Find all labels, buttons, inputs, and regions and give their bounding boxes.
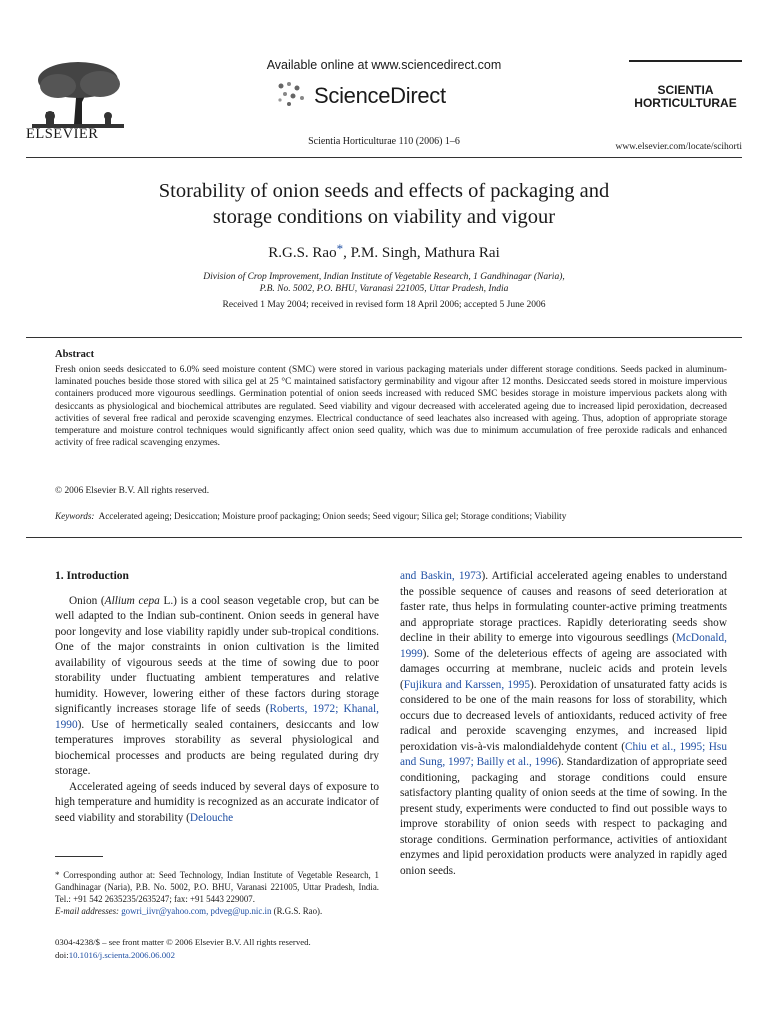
title-line2: storage conditions on viability and vigour <box>212 206 556 228</box>
email-links[interactable]: gowri_iivr@yahoo.com, pdveg@up.nic.in <box>121 906 272 916</box>
abstract-text: Fresh onion seeds desiccated to 6.0% seed moisture content (SMC) were stored in various packaging materials under different storage conditions. Seeds packed in aluminum-laminated pouches beside those stored with silica gel at 25 °C maintained satisfactory germinability and vigour after 12 months. Desiccated seeds stored in moisture impervious containers produced more vigourous seedlings. Germination potential of onion seeds increased with reduced SMC besides storage in moisture impervious packets along with desiccants as physiological and biochemical attributes are regulated. Seed viability and vigour decreased with accelerated ageing due to increased lipid peroxidation, decreased activities of several free radical and peroxide scavenging enzymes. Electrical conductance of seed leachates also increased with ageing. Thus, adoption of appropriate storage temperature and moisture control techniques would significantly affect onion seed quality, which was due to minimum accumulation of free peroxide radicals and enhanced activity of free radical scavenging enzymes. <box>55 365 727 449</box>
journal-url[interactable]: www.elsevier.com/locate/scihorti <box>615 142 742 152</box>
affiliation <box>0 271 768 295</box>
r-text-b: ). Some of the deleterious effects of ageing are associated with damages occurring at membrane, nucleic acids and protein levels ( <box>400 647 727 691</box>
journal-rule <box>629 60 742 62</box>
left-column <box>55 569 379 826</box>
front-matter <box>55 936 311 961</box>
footnote-text: * Corresponding author at: Seed Technology, Indian Institute of Vegetable Research, 1 Gandhinagar (Naria), P.B. No. 5002, P.O. BHU, Varanasi 221005, Uttar Pradesh, India. Tel.: +91 542 2635235/2635247; fax: +91 5443 229007. <box>55 870 379 904</box>
title-line1: Storability of onion seeds and effects of packaging and <box>158 180 610 202</box>
r-text-c: ). Peroxidation of unsaturated fatty acids is considered to be one of the main reasons for loss of storability, which occurs due to decreased levels of antioxidants, reduced activity of free radical and peroxide scavenging enzymes, and increased lipid peroxidation vis-à-vis malondialdehyde content ( <box>400 678 727 753</box>
keywords-list: Accelerated ageing; Desiccation; Moisture proof packaging; Onion seeds; Seed vigour; Silica gel; Storage conditions; Viability <box>98 511 567 521</box>
title-rule <box>26 337 742 338</box>
abstract-heading: Abstract <box>55 349 95 360</box>
doi-label: doi: <box>55 949 69 960</box>
affiliation-line1: Division of Crop Improvement, Indian Institute of Vegetable Research, 1 Gandhinagar (Naria), <box>203 272 565 282</box>
doi-line <box>55 949 311 962</box>
intro-paragraph-2-continued <box>400 569 727 879</box>
header-rule <box>26 157 742 158</box>
right-column <box>400 569 727 879</box>
article-title <box>60 178 708 230</box>
issn-line: 0304-4238/$ – see front matter © 2006 Elsevier B.V. All rights reserved. <box>55 937 311 947</box>
abstract-rule <box>26 537 742 538</box>
available-online-text: Available online at www.sciencedirect.com <box>266 58 502 72</box>
email-label: E-mail addresses: <box>55 906 120 916</box>
journal-name <box>629 84 742 110</box>
citation-link[interactable]: Chiu et al., 1995; Hsu and Sung, 1997; Bailly et al., 1996 <box>400 740 727 768</box>
footnote-rule <box>55 856 103 857</box>
citation-link[interactable]: and Baskin, 1973 <box>400 570 482 582</box>
p1-text-a: Onion ( <box>69 594 105 607</box>
abstract-copyright: © 2006 Elsevier B.V. All rights reserved. <box>55 486 210 496</box>
sciencedirect-wordmark: ScienceDirect <box>314 83 446 108</box>
affiliation-line2: P.B. No. 5002, P.O. BHU, Varanasi 221005, Uttar Pradesh, India <box>259 284 509 294</box>
authors-rest: , P.M. Singh, Mathura Rai <box>343 245 500 261</box>
journal-name-line1: SCIENTIA <box>657 83 714 97</box>
intro-paragraph-1 <box>55 594 379 780</box>
species-name: Allium cepa <box>104 594 160 607</box>
keywords-label: Keywords: <box>55 511 95 521</box>
journal-citation: Scientia Horticulturae 110 (2006) 1–6 <box>308 136 460 147</box>
p1-text-c: ). Use of hermetically sealed containers, desiccants and low temperatures improves storability as several physiological and biochemical processes and products are being regulated during dry storage. <box>55 718 379 777</box>
intro-paragraph-2 <box>55 780 379 827</box>
r-text-d: ). Standardization of appropriate seed conditioning, packaging and storage conditions could ensure satisfactory planting quality of onion seeds at the time of sowing. In the present study, experiments were conducted to find out possible ways to improve storability of onion seeds with respect to packaging and storage conditions. Germination performance, activities of antioxidant enzymes and lipid peroxidation products were analyzed in rapidly aged onion seeds. <box>400 756 728 877</box>
keywords <box>55 511 727 521</box>
citation-link[interactable]: Fujikura and Karssen, 1995 <box>403 678 531 691</box>
doi-link[interactable]: 10.1016/j.scienta.2006.06.002 <box>68 949 175 960</box>
citation-link[interactable]: Delouche <box>189 811 234 824</box>
citation-link[interactable]: Roberts, 1972; Khanal, 1990 <box>55 703 379 731</box>
publisher-name: ELSEVIER <box>26 126 99 142</box>
r-text-a: ). Artificial accelerated ageing enables to understand the possible sequence of causes and reasons of seed deterioration at faster rate, thus helps in formulating counter-active priming treatments and appropriate storage practices. Rapidly deteriorating seeds show decline in their ability to emerge into vigourous seedlings ( <box>400 570 727 644</box>
author-rao: R.G.S. Rao <box>268 245 337 261</box>
p1-text-b: L.) is a cool season vegetable crop, but can be well adapted to the Indian sub-continent. Onion seeds in general have poor longevity and lose viability rapidly under sub-tropical conditions. One of the major constraints in onion cultivation is the limited availability of vigourous seeds at the time of sowing due to poor storability under fluctuating ambient temperatures and relative humidity. However, lowering either of these factors during storage significantly increases storage life of seeds ( <box>55 594 379 715</box>
p2-text-a: Accelerated ageing of seeds induced by several days of exposure to high temperature and humidity is recognized as an accurate indicator of seed viability and storability ( <box>55 780 379 824</box>
section-heading-introduction: 1. Introduction <box>55 570 129 582</box>
author-list <box>0 241 768 262</box>
corresponding-author-star[interactable]: * <box>336 241 344 256</box>
journal-name-line2: HORTICULTURAE <box>634 96 737 110</box>
sciencedirect-dots-icon <box>275 80 311 110</box>
citation-link[interactable]: McDonald, 1999 <box>400 632 727 660</box>
email-suffix: (R.G.S. Rao). <box>271 906 323 916</box>
received-dates: Received 1 May 2004; received in revised form 18 April 2006; accepted 5 June 2006 <box>222 300 546 310</box>
footnote <box>55 869 379 917</box>
